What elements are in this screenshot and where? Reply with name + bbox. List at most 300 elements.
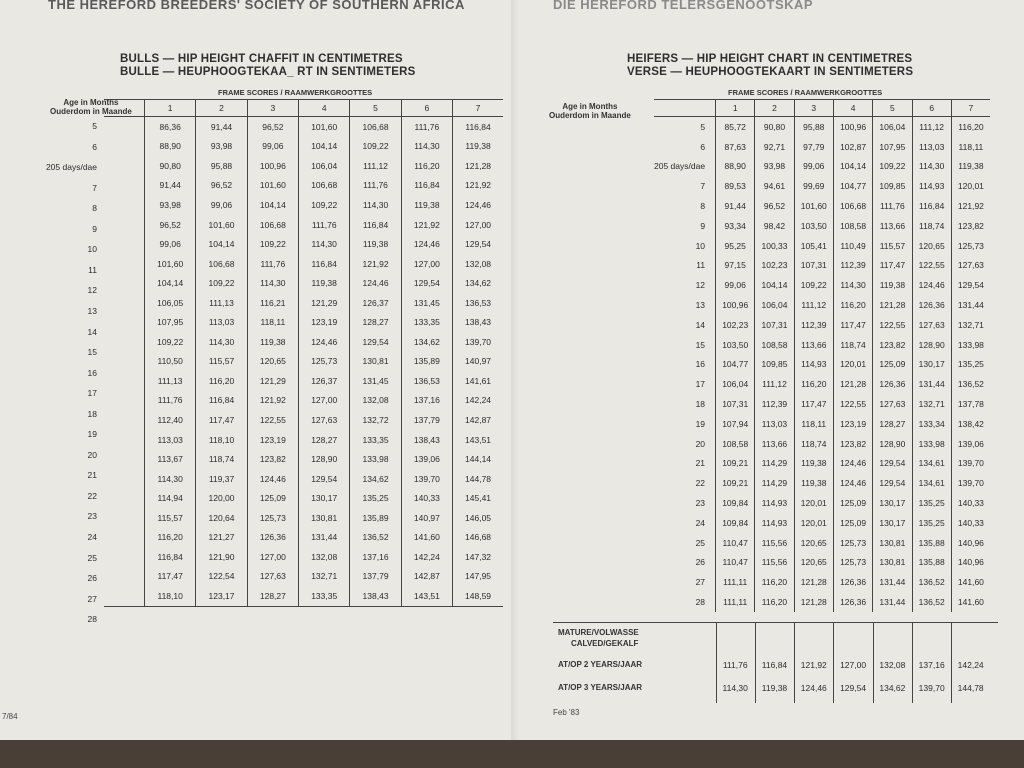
table-row xyxy=(104,176,503,196)
bulls-value-cell: 113,67 xyxy=(145,449,196,469)
bulls-value-cell: 143,51 xyxy=(465,434,492,445)
bulls-age-label: 6 xyxy=(92,141,97,152)
heifers-value-cell: 95,25 xyxy=(716,236,755,256)
bulls-value-cell: 113,03 xyxy=(196,312,247,332)
heifers-value-cell: 125,09 xyxy=(833,513,872,533)
bulls-value-cell: 116,20 xyxy=(401,156,452,176)
bulls-value-cell: 136,53 xyxy=(465,297,492,308)
bulls-value-cell: 136,52 xyxy=(350,527,401,547)
heifers-value-cell: 140,96 xyxy=(957,537,984,548)
heifers-value-cell: 139,70 xyxy=(957,478,984,489)
table-row xyxy=(654,315,990,335)
bulls-value-cell: 133,98 xyxy=(350,449,401,469)
heifers-value-cell: 92,71 xyxy=(755,137,794,157)
bulls-value-cell: 112,40 xyxy=(145,410,196,430)
heifers-value-cell: 120,01 xyxy=(794,513,833,533)
bulls-value-cell: 130,81 xyxy=(350,352,401,372)
bulls-age-label: 19 xyxy=(87,429,97,440)
bulls-age-cell xyxy=(104,567,145,587)
bulls-value-cell: 145,41 xyxy=(465,493,492,504)
table-row xyxy=(654,434,990,454)
bulls-value-cell: 110,50 xyxy=(145,352,196,372)
bulls-value-cell: 116,84 xyxy=(350,215,401,235)
heifers-age-cell: 20 xyxy=(654,434,716,454)
heifers-value-cell: 121,28 xyxy=(794,592,833,612)
heifers-value-cell: 114,30 xyxy=(833,275,872,295)
bulls-value-cell: 119,38 xyxy=(465,141,491,152)
bulls-value-cell: 121,90 xyxy=(196,547,247,567)
heifers-value-cell: 98,42 xyxy=(755,216,794,236)
table-row xyxy=(104,586,503,606)
heifers-value-cell: 85,72 xyxy=(716,117,755,137)
heifers-value-cell: 126,36 xyxy=(873,374,912,394)
bulls-value-cell: 127,63 xyxy=(247,567,298,587)
bulls-value-cell: 131,45 xyxy=(350,371,401,391)
table-row xyxy=(104,488,503,508)
heifers-value-cell: 101,60 xyxy=(794,196,833,216)
bulls-frame-score-2: 2 xyxy=(196,100,247,117)
heifers-value-cell: 119,38 xyxy=(873,275,912,295)
heifers-value-cell: 140,33 xyxy=(957,498,984,509)
bulls-age-label: 5 xyxy=(92,121,97,131)
heifers-value-cell: 141,60 xyxy=(957,577,984,588)
table-row xyxy=(104,273,503,293)
heifers-value-cell: 136,52 xyxy=(957,379,984,390)
bulls-value-cell: 128,27 xyxy=(350,312,401,332)
bulls-age-cell xyxy=(104,312,145,332)
heifers-value-cell: 97,15 xyxy=(716,256,755,276)
heifers-value-cell: 108,58 xyxy=(755,335,794,355)
table-row xyxy=(104,430,503,450)
table-row xyxy=(104,137,503,157)
bulls-age-cell xyxy=(104,547,145,567)
bulls-age-label: 16 xyxy=(87,367,97,378)
heifers-value-cell: 124,46 xyxy=(833,454,872,474)
bulls-value-cell: 120,64 xyxy=(196,508,247,528)
heifers-value-cell: 128,90 xyxy=(873,434,912,454)
heifers-value-cell: 113,66 xyxy=(873,216,912,236)
bulls-value-cell: 121,29 xyxy=(299,293,350,313)
bulls-value-cell: 117,47 xyxy=(145,567,196,587)
heifers-value-cell: 114,30 xyxy=(912,157,951,177)
bulls-value-cell: 113,03 xyxy=(145,430,196,450)
table-row xyxy=(654,493,990,513)
bulls-value-cell: 137,16 xyxy=(401,391,452,411)
bulls-value-cell: 134,62 xyxy=(350,469,401,489)
bulls-value-cell: 122,54 xyxy=(196,567,247,587)
heifers-value-cell: 116,20 xyxy=(958,121,984,132)
bulls-age-cell xyxy=(104,234,145,254)
heifers-age-cell: 28 xyxy=(654,592,716,612)
heifers-value-cell: 130,17 xyxy=(912,355,951,375)
heifers-value-cell: 100,96 xyxy=(716,295,755,315)
heifers-frame-score-4: 4 xyxy=(833,100,872,117)
heifers-age-cell: 5 xyxy=(654,117,716,137)
bulls-value-cell: 100,96 xyxy=(247,156,298,176)
heifers-value-cell: 115,56 xyxy=(755,553,794,573)
bulls-value-cell: 123,17 xyxy=(196,586,247,606)
heifers-value-cell: 132,71 xyxy=(912,394,951,414)
table-row xyxy=(104,332,503,352)
heifers-value-cell: 128,27 xyxy=(873,414,912,434)
bulls-value-cell: 106,05 xyxy=(145,293,196,313)
bulls-age-label: 13 xyxy=(87,305,97,316)
heifers-value-cell: 111,76 xyxy=(873,196,912,216)
bulls-value-cell: 119,37 xyxy=(196,469,247,489)
bulls-value-cell: 111,76 xyxy=(350,176,401,196)
heifers-value-cell: 131,44 xyxy=(912,374,951,394)
heifers-value-cell: 125,73 xyxy=(833,533,872,553)
bulls-value-cell: 115,57 xyxy=(145,508,196,528)
heifers-value-cell: 122,55 xyxy=(912,256,951,276)
bulls-value-cell: 123,82 xyxy=(247,449,298,469)
heifers-value-cell: 114,93 xyxy=(755,513,794,533)
bulls-value-cell: 124,46 xyxy=(401,234,452,254)
heifers-value-cell: 129,54 xyxy=(873,454,912,474)
heifers-value-cell: 114,93 xyxy=(755,493,794,513)
heifers-value-cell: 106,04 xyxy=(716,374,755,394)
bulls-value-cell: 135,89 xyxy=(350,508,401,528)
heifers-value-cell: 140,33 xyxy=(957,517,984,528)
heifers-value-cell: 118,74 xyxy=(833,335,872,355)
heifers-age-cell: 23 xyxy=(654,493,716,513)
bulls-title-afrikaans: BULLE — HEUPHOOGTEKAA_ RT IN SENTIMETERS xyxy=(120,66,416,78)
bulls-frame-score-5: 5 xyxy=(350,100,401,117)
bulls-age-cell xyxy=(104,469,145,489)
bulls-age-cell xyxy=(104,176,145,196)
bulls-age-cell xyxy=(104,488,145,508)
bulls-age-label: 18 xyxy=(87,408,97,419)
bulls-value-cell: 130,17 xyxy=(299,488,350,508)
table-row xyxy=(654,533,990,553)
table-row xyxy=(654,236,990,256)
heifers-value-cell: 104,77 xyxy=(833,176,872,196)
calved-label: CALVED/GEKALF xyxy=(571,639,639,648)
heifers-frame-scores-label: FRAME SCORES / RAAMWERKGROOTTES xyxy=(728,88,883,97)
society-header-afrikaans: DIE HEREFORD TELERSGENOOTSKAP xyxy=(553,0,814,12)
mature-value-cell: 124,46 xyxy=(800,683,827,693)
bulls-value-cell: 111,76 xyxy=(145,391,196,411)
heifers-frame-score-1: 1 xyxy=(716,100,755,117)
heifers-age-header-english: Age in Months xyxy=(562,102,618,111)
bulls-value-cell: 111,13 xyxy=(196,293,247,313)
bulls-value-cell: 117,47 xyxy=(196,410,247,430)
footer-code: 7/84 xyxy=(2,712,18,721)
heifers-value-cell: 94,61 xyxy=(755,176,794,196)
heifers-value-cell: 95,88 xyxy=(794,117,833,137)
bulls-value-cell: 128,27 xyxy=(299,430,350,450)
table-row xyxy=(104,117,503,137)
bulls-value-cell: 127,63 xyxy=(299,410,350,430)
mature-value-cell: 119,38 xyxy=(761,683,788,693)
heifers-value-cell: 111,11 xyxy=(716,592,755,612)
bulls-value-cell: 93,98 xyxy=(196,137,247,157)
bulls-age-label: 25 xyxy=(87,552,97,563)
heifers-value-cell: 103,50 xyxy=(794,216,833,236)
bulls-value-cell: 127,00 xyxy=(247,547,298,567)
bulls-value-cell: 127,00 xyxy=(465,219,492,230)
bulls-value-cell: 143,51 xyxy=(401,586,452,606)
heifers-value-cell: 125,09 xyxy=(833,493,872,513)
mature-value-cell: 142,24 xyxy=(957,660,984,670)
mature-value-cell: 132,08 xyxy=(879,660,906,670)
heifers-value-cell: 141,60 xyxy=(957,597,984,608)
heifers-value-cell: 109,85 xyxy=(873,176,912,196)
bulls-value-cell: 129,54 xyxy=(299,469,350,489)
bulls-value-cell: 101,60 xyxy=(247,176,298,196)
heifers-value-cell: 121,28 xyxy=(873,295,912,315)
table-row xyxy=(654,592,990,612)
heifers-value-cell: 119,38 xyxy=(958,161,984,172)
bulls-value-cell: 104,14 xyxy=(196,234,247,254)
bulls-frame-score-1: 1 xyxy=(145,100,196,117)
table-row xyxy=(104,234,503,254)
heifers-value-cell: 123,82 xyxy=(957,220,984,231)
heifers-age-cell: 19 xyxy=(654,414,716,434)
heifers-value-cell: 122,55 xyxy=(833,394,872,414)
bulls-value-cell: 118,10 xyxy=(196,430,247,450)
heifers-value-cell: 132,71 xyxy=(957,319,984,330)
bulls-age-label: 9 xyxy=(92,223,97,234)
bulls-value-cell: 99,06 xyxy=(145,234,196,254)
heifers-value-cell: 109,85 xyxy=(755,355,794,375)
bulls-value-cell: 124,46 xyxy=(247,469,298,489)
heifers-value-cell: 127,63 xyxy=(873,394,912,414)
bulls-title-english: BULLS — HIP HEIGHT CHAFFIT IN CENTIMETRES xyxy=(120,53,403,65)
bulls-value-cell: 129,54 xyxy=(401,273,452,293)
heifers-value-cell: 102,23 xyxy=(716,315,755,335)
heifers-value-cell: 111,11 xyxy=(716,572,755,592)
bulls-value-cell: 133,35 xyxy=(350,430,401,450)
heifers-value-cell: 112,39 xyxy=(755,394,794,414)
heifers-value-cell: 118,11 xyxy=(794,414,833,434)
table-row xyxy=(654,137,990,157)
bulls-value-cell: 139,70 xyxy=(465,336,492,347)
heifers-value-cell: 107,31 xyxy=(794,256,833,276)
heifers-mature-section xyxy=(553,622,998,703)
heifers-age-cell: 6 xyxy=(654,137,716,157)
bulls-value-cell: 109,22 xyxy=(350,137,401,157)
heifers-value-cell: 109,84 xyxy=(716,493,755,513)
bulls-value-cell: 109,22 xyxy=(145,332,196,352)
bulls-value-cell: 101,60 xyxy=(299,117,350,137)
heifers-value-cell: 131,44 xyxy=(873,592,912,612)
table-row xyxy=(104,469,503,489)
heifers-value-cell: 123,82 xyxy=(833,434,872,454)
bulls-value-cell: 132,08 xyxy=(465,258,492,269)
bulls-value-cell: 96,52 xyxy=(196,176,247,196)
bulls-value-cell: 132,08 xyxy=(299,547,350,567)
heifers-age-cell: 16 xyxy=(654,355,716,375)
bulls-value-cell: 129,54 xyxy=(350,332,401,352)
bulls-value-cell: 148,59 xyxy=(453,586,503,606)
bulls-age-label: 15 xyxy=(87,347,97,358)
heifers-value-cell: 113,66 xyxy=(755,434,794,454)
bulls-age-header-afrikaans: Ouderdom in Maande xyxy=(50,107,132,116)
bulls-age-cell xyxy=(104,371,145,391)
bulls-value-cell: 106,68 xyxy=(299,176,350,196)
heifers-age-cell: 13 xyxy=(654,295,716,315)
bulls-age-cell xyxy=(104,137,145,157)
bulls-value-cell: 129,54 xyxy=(465,239,492,250)
heifers-value-cell: 96,52 xyxy=(755,196,794,216)
heifers-value-cell: 99,06 xyxy=(716,275,755,295)
bulls-value-cell: 114,30 xyxy=(196,332,247,352)
bulls-value-cell: 121,92 xyxy=(247,391,298,411)
heifers-value-cell: 117,47 xyxy=(794,394,833,414)
bulls-frame-score-4: 4 xyxy=(299,100,350,117)
table-row xyxy=(104,410,503,430)
bulls-value-cell: 118,11 xyxy=(247,312,298,332)
bulls-value-cell: 116,20 xyxy=(145,527,196,547)
bulls-value-cell: 140,97 xyxy=(401,508,452,528)
heifers-age-cell: 9 xyxy=(654,216,716,236)
heifers-value-cell: 107,31 xyxy=(755,315,794,335)
bulls-value-cell: 142,24 xyxy=(465,395,492,406)
heifers-value-cell: 102,87 xyxy=(833,137,872,157)
bulls-value-cell: 132,72 xyxy=(350,410,401,430)
heifers-value-cell: 129,54 xyxy=(957,280,984,291)
heifers-title-afrikaans: VERSE — HEUPHOOGTEKAART IN SENTIMETERS xyxy=(627,66,914,78)
heifers-value-cell: 109,21 xyxy=(716,454,755,474)
heifers-age-cell: 8 xyxy=(654,196,716,216)
heifers-age-cell: 11 xyxy=(654,256,716,276)
bulls-value-cell: 121,92 xyxy=(401,215,452,235)
mature-value-cell: 134,62 xyxy=(879,683,906,693)
heifers-age-cell: 17 xyxy=(654,374,716,394)
bulls-value-cell: 114,30 xyxy=(299,234,350,254)
bulls-value-cell: 96,52 xyxy=(145,215,196,235)
bulls-value-cell: 127,00 xyxy=(401,254,452,274)
bulls-age-label: 205 days/dae xyxy=(45,162,97,173)
bulls-value-cell: 119,38 xyxy=(247,332,298,352)
table-row xyxy=(654,196,990,216)
heifers-value-cell: 134,61 xyxy=(912,454,951,474)
heifers-value-cell: 119,38 xyxy=(794,473,833,493)
heifers-value-cell: 93,34 xyxy=(716,216,755,236)
heifers-value-cell: 109,22 xyxy=(794,275,833,295)
bulls-value-cell: 104,14 xyxy=(299,137,350,157)
heifers-value-cell: 114,29 xyxy=(755,454,794,474)
bulls-value-cell: 126,36 xyxy=(247,527,298,547)
heifers-age-cell: 27 xyxy=(654,572,716,592)
heifers-value-cell: 112,39 xyxy=(794,315,833,335)
heifers-value-cell: 116,20 xyxy=(833,295,872,315)
bulls-age-label: 26 xyxy=(87,573,97,584)
table-row xyxy=(654,256,990,276)
heifers-value-cell: 91,44 xyxy=(716,196,755,216)
heifers-value-cell: 127,63 xyxy=(957,260,984,271)
bulls-age-cell xyxy=(104,273,145,293)
bulls-value-cell: 111,76 xyxy=(299,215,350,235)
heifers-frame-score-7: 7 xyxy=(951,100,990,117)
heifers-value-cell: 93,98 xyxy=(755,157,794,177)
bulls-value-cell: 114,30 xyxy=(145,469,196,489)
heifers-value-cell: 100,33 xyxy=(755,236,794,256)
heifers-value-cell: 135,88 xyxy=(912,533,951,553)
bulls-value-cell: 123,19 xyxy=(247,430,298,450)
heifers-value-cell: 135,88 xyxy=(912,553,951,573)
heifers-value-cell: 133,98 xyxy=(957,339,984,350)
heifers-value-cell: 106,68 xyxy=(833,196,872,216)
bulls-age-col-header xyxy=(104,100,145,117)
heifers-value-cell: 111,12 xyxy=(755,374,794,394)
table-row xyxy=(654,513,990,533)
bulls-value-cell: 114,94 xyxy=(145,488,196,508)
bulls-value-cell: 106,68 xyxy=(247,215,298,235)
heifers-value-cell: 120,65 xyxy=(794,553,833,573)
bulls-value-cell: 142,87 xyxy=(465,414,492,425)
heifers-value-cell: 110,49 xyxy=(833,236,872,256)
heifers-age-cell: 12 xyxy=(654,275,716,295)
bulls-value-cell: 144,14 xyxy=(465,454,492,465)
bulls-value-cell: 119,38 xyxy=(299,273,350,293)
bulls-age-cell xyxy=(104,254,145,274)
heifers-value-cell: 120,01 xyxy=(794,493,833,513)
bulls-age-cell xyxy=(104,352,145,372)
heifers-value-cell: 139,70 xyxy=(957,458,984,469)
bulls-value-cell: 91,44 xyxy=(196,117,247,137)
bulls-value-cell: 142,87 xyxy=(401,567,452,587)
heifers-value-cell: 102,23 xyxy=(755,256,794,276)
bulls-age-cell xyxy=(104,449,145,469)
bulls-value-cell: 123,19 xyxy=(299,312,350,332)
bulls-value-cell: 121,29 xyxy=(247,371,298,391)
mature-value-cell: 129,54 xyxy=(840,683,867,693)
heifers-age-col-header xyxy=(654,100,716,117)
heifers-value-cell: 113,03 xyxy=(912,137,951,157)
mature-value-cell: 116,84 xyxy=(761,660,788,670)
heifers-age-cell: 15 xyxy=(654,335,716,355)
heifers-value-cell: 108,58 xyxy=(716,434,755,454)
bulls-value-cell: 99,06 xyxy=(196,195,247,215)
bulls-value-cell: 147,95 xyxy=(465,571,492,582)
heifers-value-cell: 124,46 xyxy=(833,473,872,493)
heifers-age-header xyxy=(549,102,631,120)
heifers-value-cell: 136,52 xyxy=(912,572,951,592)
heifers-value-cell: 107,94 xyxy=(716,414,755,434)
heifers-value-cell: 124,46 xyxy=(912,275,951,295)
bulls-value-cell: 116,84 xyxy=(465,121,491,132)
bulls-value-cell: 139,70 xyxy=(401,469,452,489)
bulls-value-cell: 109,22 xyxy=(196,273,247,293)
bulls-age-cell xyxy=(104,391,145,411)
heifers-value-cell: 112,39 xyxy=(833,256,872,276)
bulls-age-label: 23 xyxy=(87,511,97,522)
bulls-age-label: 8 xyxy=(92,203,97,214)
heifers-value-cell: 99,69 xyxy=(794,176,833,196)
heifers-frame-score-2: 2 xyxy=(755,100,794,117)
bulls-value-cell: 101,60 xyxy=(196,215,247,235)
heifers-value-cell: 88,90 xyxy=(716,157,755,177)
mature-value-cell: 139,70 xyxy=(918,683,945,693)
bulls-value-cell: 106,04 xyxy=(299,156,350,176)
table-row xyxy=(104,567,503,587)
bulls-value-cell: 118,10 xyxy=(145,586,196,606)
mature-value-cell: 111,76 xyxy=(722,660,748,670)
heifers-value-cell: 106,04 xyxy=(873,117,912,137)
bulls-value-cell: 124,46 xyxy=(465,199,492,210)
heifers-value-cell: 119,38 xyxy=(794,454,833,474)
heifers-value-cell: 118,74 xyxy=(912,216,951,236)
table-row xyxy=(104,215,503,235)
heifers-value-cell: 104,14 xyxy=(755,275,794,295)
heifers-value-cell: 137,78 xyxy=(957,399,984,410)
heifers-value-cell: 134,61 xyxy=(912,473,951,493)
heifers-value-cell: 114,93 xyxy=(912,176,951,196)
heifers-value-cell: 140,96 xyxy=(957,557,984,568)
bulls-value-cell: 125,73 xyxy=(299,352,350,372)
